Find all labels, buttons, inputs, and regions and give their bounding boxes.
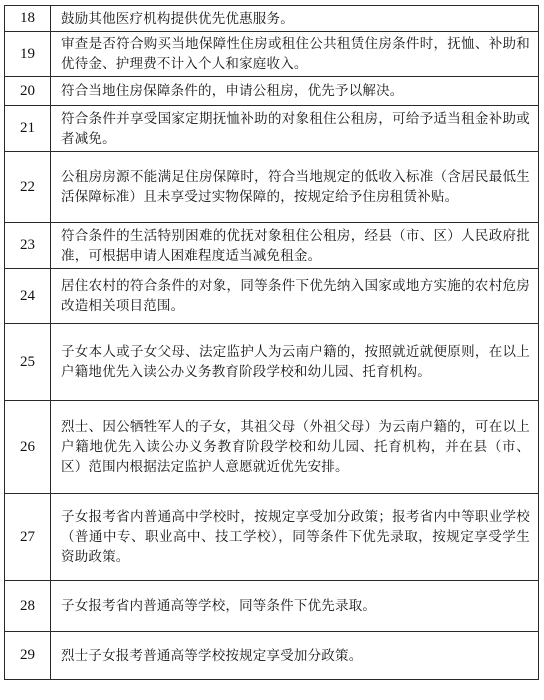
table-row [5, 6, 539, 32]
table-row [5, 581, 539, 632]
table-row [5, 152, 539, 223]
row-text: 审查是否符合购买当地保障性住房或租住公共租赁住房条件时，抚恤、补助和优待金、护理费不计入个人和家庭收入。 [51, 32, 539, 77]
row-number: 23 [5, 223, 51, 269]
row-number: 18 [5, 6, 51, 32]
row-text: 烈士子女报考普通高等学校按规定享受加分政策。 [51, 632, 539, 680]
policy-table [4, 5, 539, 680]
row-number: 28 [5, 581, 51, 632]
row-number: 27 [5, 494, 51, 581]
row-number: 19 [5, 32, 51, 77]
table-row [5, 632, 539, 680]
row-number: 24 [5, 269, 51, 324]
table-row [5, 401, 539, 494]
table-row [5, 223, 539, 269]
row-number: 26 [5, 401, 51, 494]
table-row [5, 106, 539, 152]
row-text: 符合条件并享受国家定期抚恤补助的对象租住公租房，可给予适当租金补助或者减免。 [51, 106, 539, 152]
table-row [5, 324, 539, 401]
table-row [5, 269, 539, 324]
row-text: 符合当地住房保障条件的，申请公租房，优先予以解决。 [51, 77, 539, 106]
table-row [5, 494, 539, 581]
row-text: 公租房房源不能满足住房保障时，符合当地规定的低收入标准（含居民最低生活保障标准）且未享受过实物保障的，按规定给予住房租赁补贴。 [51, 152, 539, 223]
row-number: 20 [5, 77, 51, 106]
row-number: 29 [5, 632, 51, 680]
row-text: 居住农村的符合条件的对象，同等条件下优先纳入国家或地方实施的农村危房改造相关项目范围。 [51, 269, 539, 324]
row-number: 25 [5, 324, 51, 401]
row-text: 符合条件的生活特别困难的优抚对象租住公租房，经县（市、区）人民政府批准，可根据申请人困难程度适当减免租金。 [51, 223, 539, 269]
row-text: 烈士、因公牺牲军人的子女，其祖父母（外祖父母）为云南户籍的，可在以上户籍地优先入读公办义务教育阶段学校和幼儿园、托育机构，并在县（市、区）范围内根据法定监护人意愿就近优先安排。 [51, 401, 539, 494]
table-row [5, 77, 539, 106]
row-text: 子女报考省内普通高中学校时，按规定享受加分政策；报考省内中等职业学校（普通中专、职业高中、技工学校），同等条件下优先录取，按规定享受学生资助政策。 [51, 494, 539, 581]
row-number: 22 [5, 152, 51, 223]
row-text: 鼓励其他医疗机构提供优先优惠服务。 [51, 6, 539, 32]
row-text: 子女报考省内普通高等学校，同等条件下优先录取。 [51, 581, 539, 632]
row-text: 子女本人或子女父母、法定监护人为云南户籍的，按照就近就便原则，在以上户籍地优先入读公办义务教育阶段学校和幼儿园、托育机构。 [51, 324, 539, 401]
table-row [5, 32, 539, 77]
row-number: 21 [5, 106, 51, 152]
